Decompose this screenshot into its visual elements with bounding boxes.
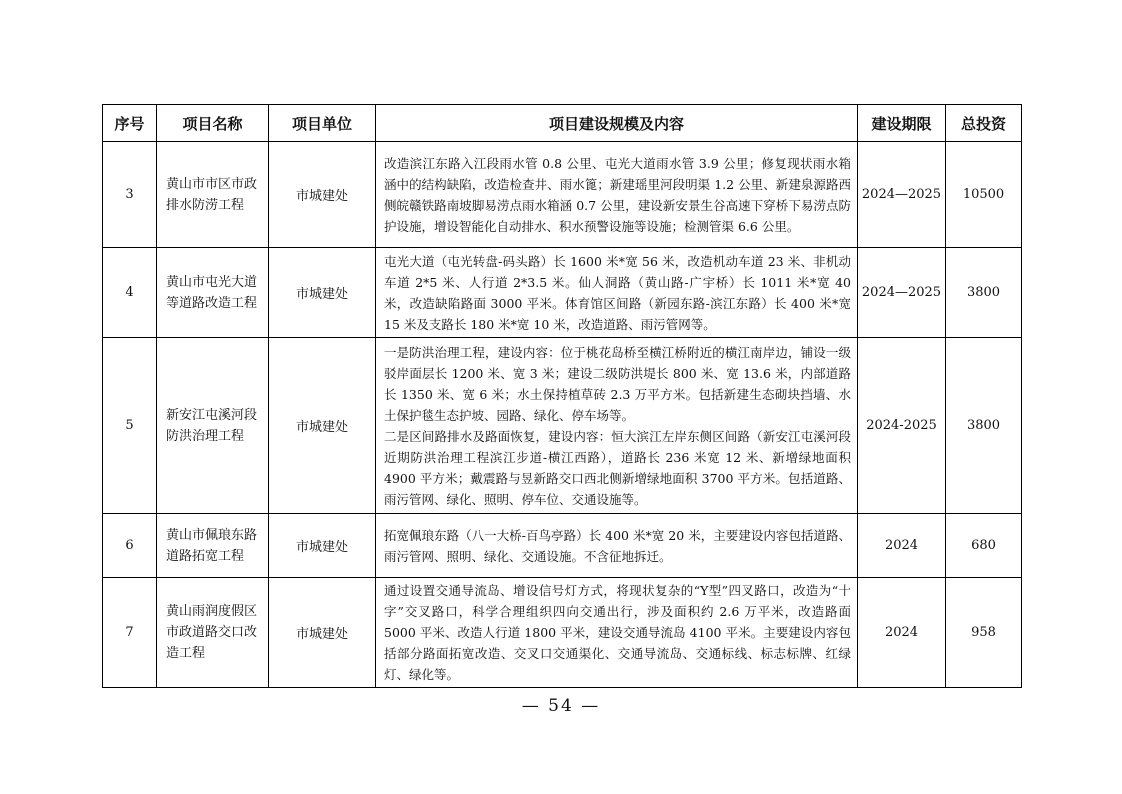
total-investment: 3800	[946, 338, 1022, 514]
project-content	[376, 514, 858, 578]
project-unit: 市城建处	[269, 514, 376, 578]
project-content	[376, 142, 858, 248]
page-number: — 54 —	[521, 696, 601, 716]
construction-period: 2024-2025	[858, 338, 946, 514]
content-paragraph: 屯光大道（屯光转盘-码头路）长 1600 米*宽 56 米，改造机动车道 23 米、非机动车道 2*5 米、人行道 2*3.5 米。仙人洞路（黄山路-广宇桥）长 1011 米*宽 40 米，改造缺陷路面 3000 平米。体育馆区间路（新园东路-滨江东路）长 400 米*宽 15 米及支路长 180 米*宽 10 米，改造道路、雨污管网等。	[384, 253, 851, 332]
total-investment: 3800	[946, 248, 1022, 338]
total-investment: 10500	[946, 142, 1022, 248]
table-row	[103, 338, 1022, 514]
content-paragraph: 通过设置交通导流岛、增设信号灯方式，将现状复杂的“Y型”四叉路口，改造为“十字”交叉路口，科学合理组织四向交通出行，涉及面积约 2.6 万平米，改造路面 5000 平米、改造人行道 1800 平米，建设交通导流岛 4100 平米。主要建设内容包括部分路面拓宽改造、交叉口交通渠化、交通导流岛、交通标线、标志标牌、红绿灯、绿化等。	[384, 583, 851, 682]
project-name: 黄山市佩琅东路道路拓宽工程	[157, 514, 269, 578]
project-content	[376, 338, 858, 514]
header-project-unit: 项目单位	[269, 105, 376, 142]
table-row	[103, 142, 1022, 248]
project-name: 黄山雨润度假区市政道路交口改造工程	[157, 578, 269, 688]
total-investment: 958	[946, 578, 1022, 688]
project-unit: 市城建处	[269, 338, 376, 514]
project-unit: 市城建处	[269, 142, 376, 248]
project-name: 黄山市屯光大道等道路改造工程	[157, 248, 269, 338]
project-name: 新安江屯溪河段防洪治理工程	[157, 338, 269, 514]
project-table	[102, 104, 1022, 688]
row-number: 4	[103, 248, 157, 338]
total-investment: 680	[946, 514, 1022, 578]
project-unit: 市城建处	[269, 248, 376, 338]
header-period: 建设期限	[858, 105, 946, 142]
header-number: 序号	[103, 105, 157, 142]
project-name: 黄山市市区市政排水防涝工程	[157, 142, 269, 248]
table-row	[103, 578, 1022, 688]
construction-period: 2024—2025	[858, 248, 946, 338]
content-paragraph: 二是区间路排水及路面恢复，建设内容：恒大滨江左岸东侧区间路（新安江屯溪河段近期防洪治理工程滨江步道-横江西路），道路长 236 米宽 12 米、新增绿地面积 4900 平方米；戴震路与昱新路交口西北侧新增绿地面积 3700 平方米。包括道路、雨污管网、绿化、照明、停车位、交通设施等。	[384, 428, 851, 507]
construction-period: 2024—2025	[858, 142, 946, 248]
construction-period: 2024	[858, 578, 946, 688]
project-unit: 市城建处	[269, 578, 376, 688]
header-project-name: 项目名称	[157, 105, 269, 142]
table-row	[103, 514, 1022, 578]
row-number: 5	[103, 338, 157, 514]
row-number: 7	[103, 578, 157, 688]
content-paragraph: 一是防洪治理工程，建设内容：位于桃花岛桥至横江桥附近的横江南岸边，铺设一级驳岸面层长 1200 米、宽 3 米；建设二级防洪堤长 800 米、宽 13.6 米，内部道路长 1350 米、宽 6 米；水土保持植草砖 2.3 万平方米。包括新建生态砌块挡墙、水土保护毯生态护坡、园路、绿化、停车场等。	[384, 344, 851, 423]
construction-period: 2024	[858, 514, 946, 578]
table-header-row	[103, 105, 1022, 142]
content-paragraph: 拓宽佩琅东路（八一大桥-百鸟亭路）长 400 米*宽 20 米，主要建设内容包括道路、雨污管网、照明、绿化、交通设施。不含征地拆迁。	[384, 527, 851, 564]
header-investment: 总投资	[946, 105, 1022, 142]
header-scale-content: 项目建设规模及内容	[376, 105, 858, 142]
project-content	[376, 248, 858, 338]
project-content	[376, 578, 858, 688]
table-row	[103, 248, 1022, 338]
row-number: 6	[103, 514, 157, 578]
row-number: 3	[103, 142, 157, 248]
content-paragraph: 改造滨江东路入江段雨水管 0.8 公里、屯光大道雨水管 3.9 公里；修复现状雨水箱涵中的结构缺陷，改造检查井、雨水篦；新建瑶里河段明渠 1.2 公里、新建泉源路西侧皖赣铁路南坡脚易涝点雨水箱涵 0.7 公里，建设新安景生谷高速下穿桥下易涝点防护设施，增设智能化自动排水、积水预警设施等设施；检测管渠 6.6 公里。	[384, 155, 851, 234]
